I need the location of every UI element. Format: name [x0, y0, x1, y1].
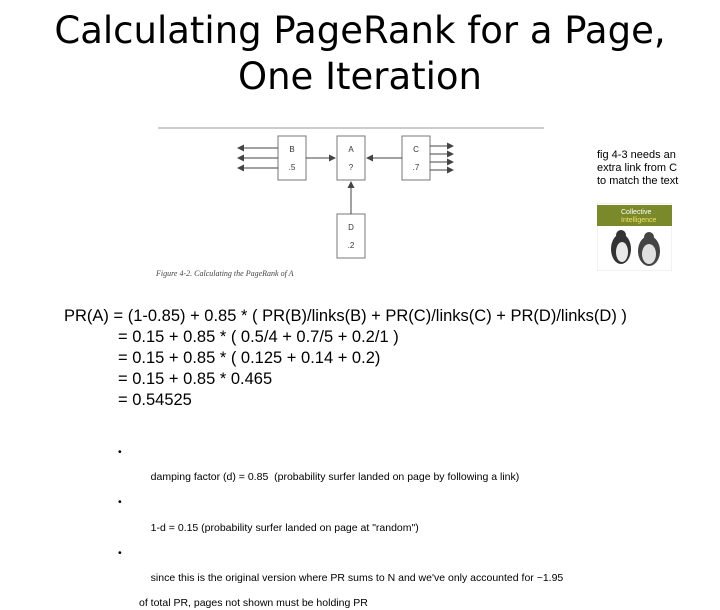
list-item-text: since this is the original version where PR sums to N and we've only accounted for ~1.95: [150, 571, 564, 584]
bullet-marker: •: [118, 496, 122, 509]
node-d-box: [337, 214, 365, 258]
notes-list: [118, 446, 563, 610]
figure-note-line-3: to match the text: [597, 175, 679, 187]
node-a-value: ?: [348, 163, 354, 172]
node-b-box: [278, 136, 306, 180]
book-cover-image: [597, 203, 672, 271]
figure-note: [597, 149, 697, 188]
slide-title: [0, 8, 720, 100]
list-item: [118, 446, 563, 496]
book-title-line-2: Intelligence: [621, 217, 657, 224]
node-c-value: .7: [412, 163, 420, 172]
node-d-value: .2: [347, 241, 355, 250]
list-item: [118, 547, 563, 597]
pagerank-figure: [150, 120, 550, 285]
list-item-text: damping factor (d) = 0.85 (probability surfer landed on page by following a link): [150, 471, 520, 484]
list-item-continuation: of total PR, pages not shown must be holding PR: [139, 597, 368, 610]
node-b-value: .5: [288, 163, 296, 172]
figure-note-line-1: fig 4-3 needs an: [597, 149, 676, 161]
node-c-out-arrows: [430, 146, 453, 170]
book-title-line-1: Collective: [621, 209, 652, 216]
bullet-marker: •: [118, 446, 122, 458]
formula-line-1: PR(A) = (1-0.85) + 0.85 * ( PR(B)/links(B) + PR(C)/links(C) + PR(D)/links(D) ): [64, 307, 627, 325]
list-item: [118, 496, 563, 546]
node-a-label: A: [348, 145, 354, 154]
figure-note-line-2: extra link from C: [597, 162, 678, 174]
formula-line-4: = 0.15 + 0.85 * 0.465: [118, 370, 273, 388]
bullet-marker: •: [118, 546, 122, 559]
node-c-label: C: [413, 145, 419, 154]
node-b-label: B: [289, 145, 295, 154]
node-a-box: [337, 136, 365, 180]
formula-block: [64, 306, 627, 411]
figure-caption: Figure 4-2. Calculating the PageRank of A: [156, 269, 294, 278]
formula-line-2: = 0.15 + 0.85 * ( 0.5/4 + 0.7/5 + 0.2/1 ): [118, 328, 399, 346]
formula-line-5: = 0.54525: [118, 391, 192, 409]
node-d-label: D: [348, 223, 354, 232]
slide-title-line-2: One Iteration: [237, 55, 483, 98]
slide-title-line-1: Calculating PageRank for a Page,: [54, 9, 666, 52]
node-b-out-arrows: [238, 148, 278, 168]
formula-line-3: = 0.15 + 0.85 * ( 0.125 + 0.14 + 0.2): [118, 349, 381, 367]
node-c-box: [402, 136, 430, 180]
list-item-text: 1-d = 0.15 (probability surfer landed on page at "random"): [150, 521, 419, 534]
